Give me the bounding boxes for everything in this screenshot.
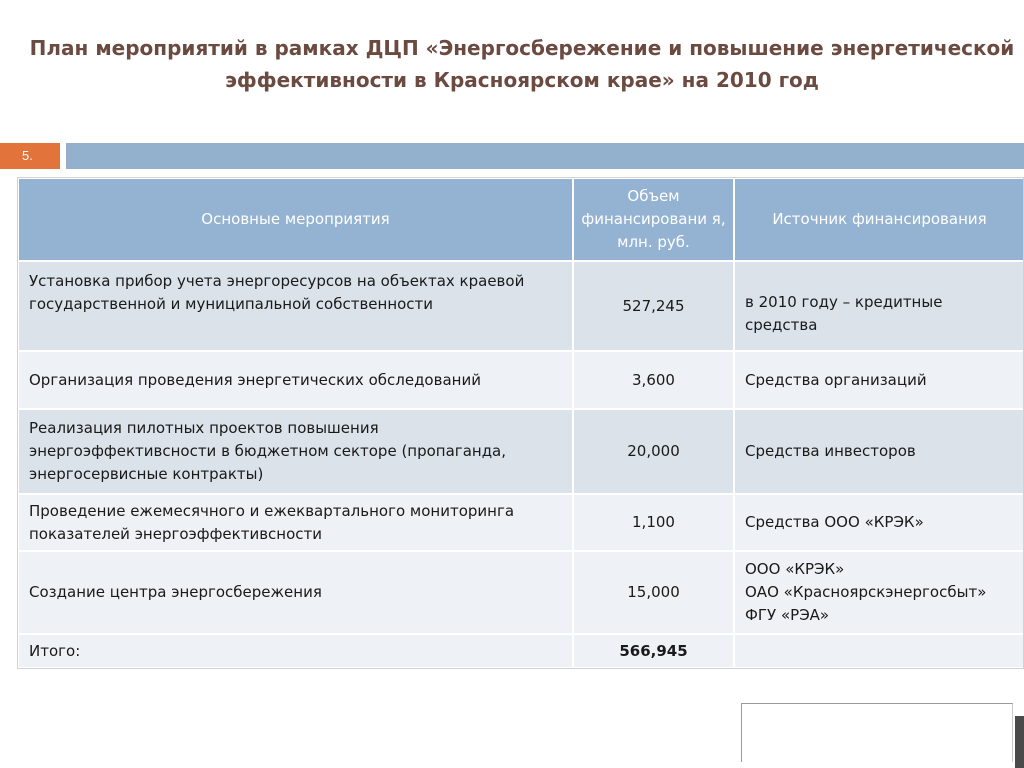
amount-cell: 527,245	[573, 261, 734, 351]
activity-cell: Проведение ежемесячного и ежеквартального мониторинга показателей энергоэффективсности	[18, 494, 573, 551]
slide-number-badge	[0, 143, 60, 169]
header-bar	[66, 143, 1024, 169]
total-amount: 566,945	[573, 634, 734, 668]
slide-number: 5.	[22, 148, 33, 163]
title-line-2: эффективности в Красноярском крае» на 2010 год	[225, 68, 819, 92]
total-source	[734, 634, 1024, 668]
table-row	[18, 261, 1024, 351]
table-row	[18, 494, 1024, 551]
activity-cell: Создание центра энергосбережения	[18, 551, 573, 634]
page-title	[20, 32, 1024, 96]
source-cell	[734, 551, 1024, 634]
source-line: ООО «КРЭК»	[745, 560, 845, 578]
source-cell: в 2010 году – кредитные средства	[734, 261, 1024, 351]
source-line: ОАО «Красноярскэнергосбыт»	[745, 583, 987, 601]
table-row	[18, 551, 1024, 634]
thumbnail-edge	[1015, 716, 1024, 768]
activity-cell: Реализация пилотных проектов повышения энергоэффективсности в бюджетном секторе (пропаганда, энергосервисные контракты)	[18, 409, 573, 494]
amount-cell: 20,000	[573, 409, 734, 494]
amount-cell: 3,600	[573, 351, 734, 409]
total-label: Итого:	[18, 634, 573, 668]
header-activities: Основные мероприятия	[18, 178, 573, 261]
table-row	[18, 409, 1024, 494]
activities-table	[17, 177, 1024, 669]
total-row	[18, 634, 1024, 668]
source-cell: Средства организаций	[734, 351, 1024, 409]
table-header-row	[18, 178, 1024, 261]
table-row	[18, 351, 1024, 409]
activity-cell: Установка прибор учета энергоресурсов на объектах краевой государственной и муниципальной собственности	[18, 261, 573, 351]
header-amount: Объем финансировани я, млн. руб.	[573, 178, 734, 261]
amount-cell: 15,000	[573, 551, 734, 634]
thumbnail-box	[741, 703, 1013, 762]
amount-cell: 1,100	[573, 494, 734, 551]
source-cell: Средства инвесторов	[734, 409, 1024, 494]
activity-cell: Организация проведения энергетических обследований	[18, 351, 573, 409]
header-source: Источник финансирования	[734, 178, 1024, 261]
title-line-1: План мероприятий в рамках ДЦП «Энергосбережение и повышение энергетической	[29, 36, 1015, 60]
source-line: ФГУ «РЭА»	[745, 606, 830, 624]
source-cell: Средства ООО «КРЭК»	[734, 494, 1024, 551]
